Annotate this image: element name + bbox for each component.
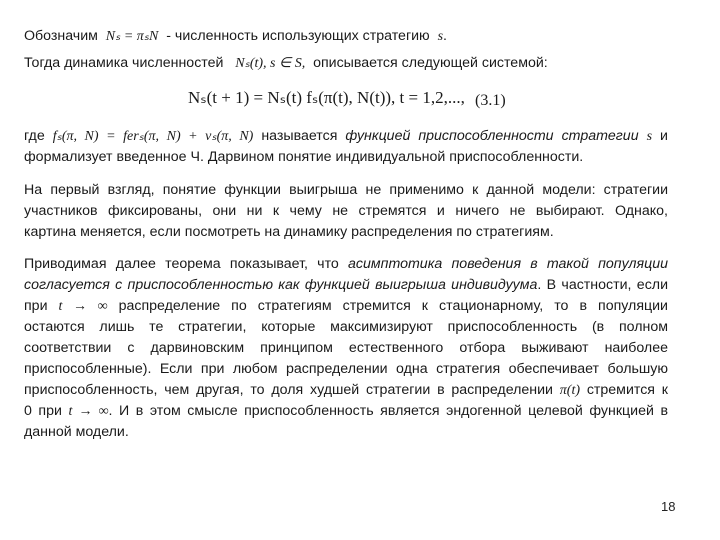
p3-line-2 (24, 277, 668, 294)
formula-ns: Nₛ = πₛN (105, 29, 159, 44)
formula-fs: fₛ(π, N) = ferₛ(π, N) + vₛ(π, N) (52, 129, 254, 144)
text: - численность использующих стратегию (166, 28, 430, 44)
text: и (660, 128, 668, 144)
text: стремится к (586, 382, 668, 398)
p2-line-1: На первый взгляд, понятие функции выигрыша не применимо к данной модели: стратегии (24, 182, 668, 198)
text: 0 при (24, 403, 62, 419)
text: распределение по стратегиям стремится к стационарному, то в популяции (118, 298, 668, 314)
text: при (24, 298, 48, 314)
term-fitness: функцией приспособленности стратегии (345, 128, 639, 144)
line-fitness-def (24, 128, 668, 145)
p3-line-6: приспособленные). Если при любом распределении одна стратегия обеспечивает большую (24, 361, 668, 377)
equation-3-1: Nₛ(t + 1) = Nₛ(t) fₛ(π(t), N(t)), t = 1,2,..., (188, 88, 465, 107)
text: где (24, 128, 45, 144)
text: называется (261, 128, 338, 144)
page-number: 18 (661, 499, 676, 514)
p3-line-3 (24, 298, 668, 315)
p3-line-8 (24, 403, 668, 420)
text: описывается следующей системой: (313, 55, 548, 71)
p3-line-4: остаются лишь те стратегии, которые максимизируют приспособленность (в полном (24, 319, 668, 335)
line-darwin: формализует введенное Ч. Дарвином понятие индивидуальной приспособленности. (24, 149, 584, 165)
equation-number: (3.1) (475, 92, 506, 109)
formula-ns-t: Nₛ(t), s ∈ S, (235, 56, 306, 71)
text: . (443, 28, 447, 44)
p3-line-7 (24, 382, 668, 399)
text: Приводимая далее теорема показывает, что (24, 256, 339, 272)
text: Тогда динамика численностей (24, 55, 224, 71)
emphasis: асимптотика поведения в такой популяции (348, 256, 668, 272)
p2-line-2: участников фиксированы, они ни к чему не стремятся и ничего не выбирают. Однако, (24, 203, 668, 219)
p3-line-1 (24, 256, 668, 273)
formula-s: s (437, 29, 444, 44)
text: Обозначим (24, 28, 98, 44)
line-dynamics-intro (24, 55, 668, 72)
p3-line-5: соответствии с дарвиновским принципом естественного отбора выживают наиболее (24, 340, 668, 356)
text: . И в этом смысле приспособленность является эндогенной целевой функцией в (108, 403, 668, 419)
p2-line-3: картина меняется, если посмотреть на динамику распределения по стратегиям. (24, 224, 554, 240)
formula-pi-t: π(t) (559, 383, 581, 398)
formula-t-inf: t → ∞ (68, 404, 109, 419)
p3-line-9: данной модели. (24, 424, 129, 440)
line-notation (24, 28, 668, 45)
text: . В частности, если (537, 277, 668, 293)
emphasis: согласуется с приспособленностью как функцией выигрыша индивидуума (24, 277, 538, 293)
formula-s: s (646, 129, 653, 144)
text: приспособленность, чем другая, то доля худшей стратегии в распределении (24, 382, 553, 398)
formula-t-inf: t → ∞ (58, 299, 108, 314)
